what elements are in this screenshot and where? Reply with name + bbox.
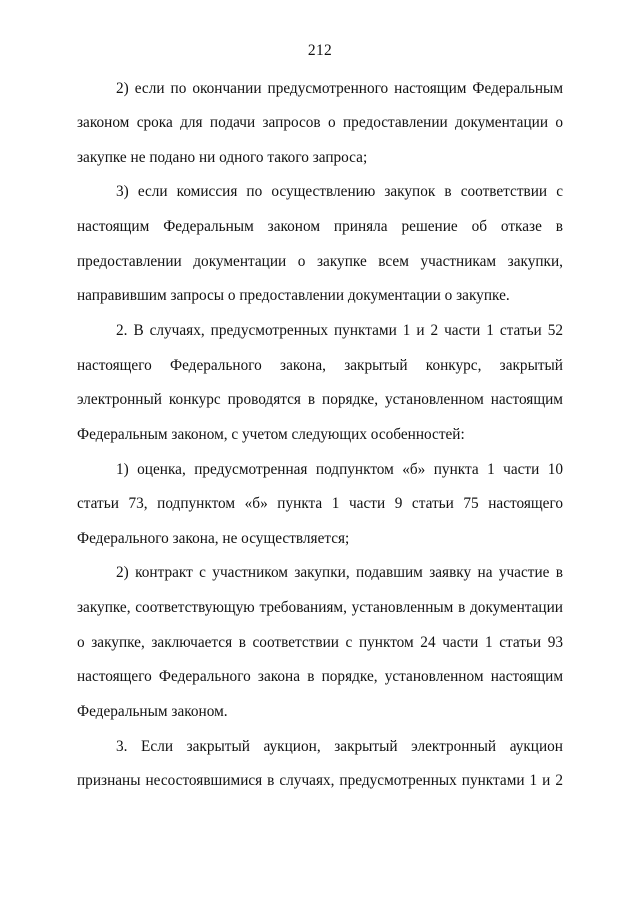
text-line: 2) контракт с участником закупки, подавшим заявку на участие в	[116, 564, 563, 581]
text-line: настоящего Федерального закона, закрытый конкурс, закрытый	[77, 357, 563, 374]
text-line: 3. Если закрытый аукцион, закрытый электронный аукцион	[116, 738, 563, 755]
text-line: Федеральным законом, с учетом следующих особенностей:	[77, 426, 465, 443]
text-line: 2) если по окончании предусмотренного настоящим Федеральным	[116, 80, 563, 97]
text-line: направившим запросы о предоставлении документации о закупке.	[77, 287, 510, 304]
text-line: законом срока для подачи запросов о предоставлении документации о	[77, 114, 563, 131]
text-line: закупке не подано ни одного такого запроса;	[77, 149, 368, 166]
text-line: Федеральным законом.	[77, 703, 228, 720]
text-line: о закупке, заключается в соответствии с пунктом 24 части 1 статьи 93	[77, 634, 563, 651]
text-line: статьи 73, подпунктом «б» пункта 1 части 9 статьи 75 настоящего	[77, 495, 563, 512]
text-line: 2. В случаях, предусмотренных пунктами 1 и 2 части 1 статьи 52	[116, 322, 563, 339]
page-number: 212	[307, 42, 333, 59]
text-line: признаны несостоявшимися в случаях, предусмотренных пунктами 1 и 2	[77, 772, 563, 789]
text-line: 3) если комиссия по осуществлению закупок в соответствии с	[116, 183, 563, 200]
text-line: Федерального закона, не осуществляется;	[77, 530, 350, 547]
text-line: предоставлении документации о закупке всем участникам закупки,	[77, 253, 563, 270]
text-line: электронный конкурс проводятся в порядке, установленном настоящим	[77, 391, 563, 408]
text-line: настоящего Федерального закона в порядке, установленном настоящим	[77, 668, 563, 685]
text-line: закупке, соответствующую требованиям, установленным в документации	[77, 599, 563, 616]
text-line: настоящим Федеральным законом приняла решение об отказе в	[77, 218, 563, 235]
text-line: 1) оценка, предусмотренная подпунктом «б» пункта 1 части 10	[116, 461, 563, 478]
